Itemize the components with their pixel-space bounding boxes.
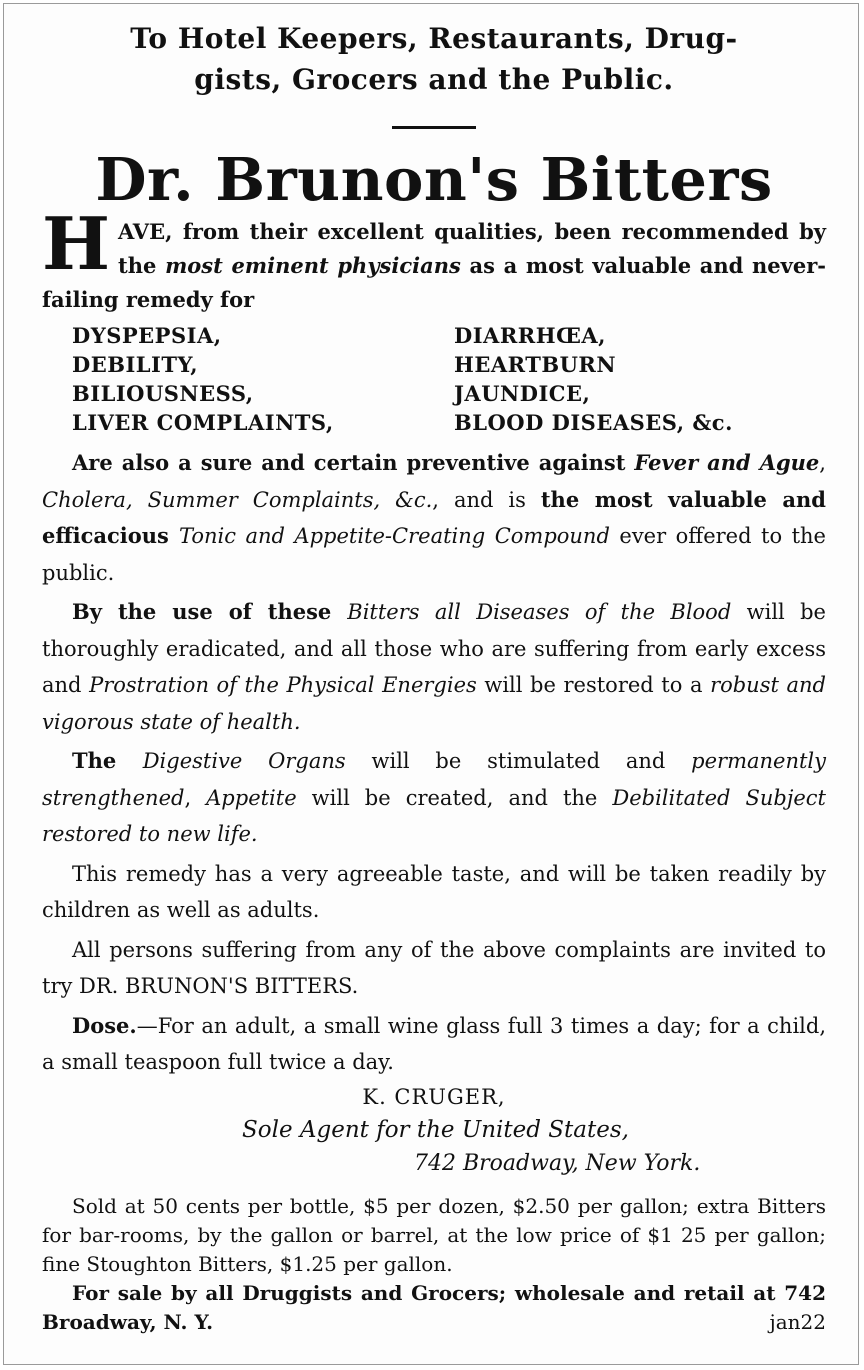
header-line-2: gists, Grocers and the Public. — [194, 63, 674, 96]
ailment-list — [72, 321, 826, 437]
prices-paragraph: Sold at 50 cents per bottle, $5 per dozen, $2.50 per gallon; extra Bitters for bar-rooms, by the gallon or barrel, at the low price of $1 25 per gallon; fine Stoughton Bitters, $1.25 per gallon. — [42, 1193, 826, 1276]
agent-block — [42, 1081, 826, 1180]
agent-address: 742 Broadway, New York. — [414, 1150, 701, 1176]
ailment-item: BLOOD DISEASES, &c. — [454, 410, 733, 435]
advertisement-column — [42, 18, 826, 1337]
advertisement-frame — [3, 3, 859, 1365]
divider-rule — [392, 126, 476, 129]
preventive-paragraph: Are also a sure and certain preventive against Fever and Ague, Cholera, Summer Complaints, &c., and is the most valuable and efficacious Tonic and Appetite-Creating Compound ever offered to the public. — [42, 450, 826, 585]
header-line-1: To Hotel Keepers, Restaurants, Drug- — [130, 22, 738, 55]
sale-paragraph: For sale by all Druggists and Grocers; wholesale and retail at 742 Broadway, N. Y. jan22 — [42, 1279, 826, 1337]
date-code: jan22 — [769, 1309, 826, 1334]
intro-paragraph: HAVE, from their excellent qualities, been recommended by the most eminent physicians as a most valuable and never-failing remedy for — [42, 201, 826, 312]
taste-paragraph: This remedy has a very agreeable taste, and will be taken readily by children as well as adults. — [42, 861, 826, 922]
ailment-item: HEARTBURN — [454, 352, 617, 377]
page-title: Dr. Brunon's Bitters — [95, 145, 773, 214]
ailment-item: JAUNDICE, — [454, 381, 591, 406]
agent-name: K. CRUGER, — [362, 1084, 506, 1109]
digestive-paragraph: The Digestive Organs will be stimulated and permanently strengthened, Appetite will be created, and the Debilitated Subject restored to new life. — [42, 748, 826, 846]
drop-cap: H — [42, 201, 111, 286]
ailment-item: BILIOUSNESS, — [72, 381, 254, 406]
agent-title: Sole Agent for the United States, — [242, 1116, 629, 1143]
ailment-item: DIARRHŒA, — [454, 323, 606, 348]
ailment-item: DYSPEPSIA, — [72, 323, 222, 348]
dose-label: Dose. — [72, 1012, 137, 1038]
ailment-item: LIVER COMPLAINTS, — [72, 410, 334, 435]
dose-paragraph: Dose.—For an adult, a small wine glass full 3 times a day; for a child, a small teaspoon full twice a day. — [42, 1012, 826, 1074]
blood-paragraph: By the use of these Bitters all Diseases of the Blood will be thoroughly eradicated, and all those who are suffering from early excess and Prostration of the Physical Energies will be restored to a robust and vigorous state of health. — [42, 599, 826, 734]
invitation-paragraph: All persons suffering from any of the above complaints are invited to try DR. BRUNON'S BITTERS. — [42, 937, 826, 998]
ailment-item: DEBILITY, — [72, 352, 199, 377]
